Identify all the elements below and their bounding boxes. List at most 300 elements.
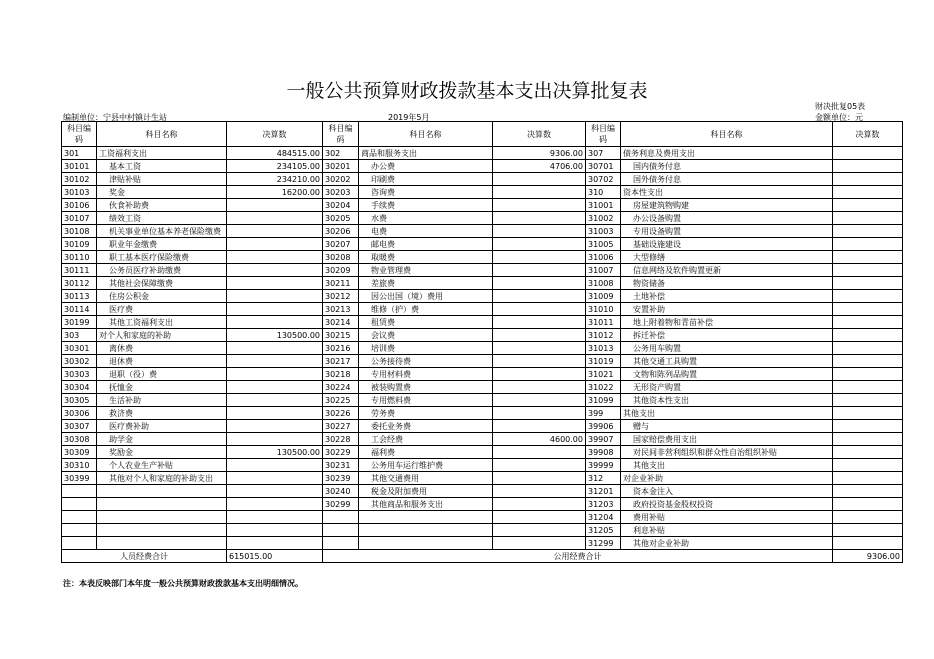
table-row	[62, 459, 903, 472]
code-cell: 30114	[62, 303, 97, 316]
name-cell: 物业管理费	[359, 264, 493, 277]
amount-cell	[227, 394, 323, 407]
name-cell: 取暖费	[359, 251, 493, 264]
name-cell: 职工基本医疗保险缴费	[97, 251, 227, 264]
name-cell: 资本性支出	[621, 186, 833, 199]
name-cell: 培训费	[359, 342, 493, 355]
code-cell: 302	[323, 147, 359, 160]
amount-cell	[227, 472, 323, 485]
code-cell: 31008	[586, 277, 621, 290]
table-row	[62, 381, 903, 394]
amount-cell	[833, 459, 903, 472]
amount-cell	[227, 277, 323, 290]
footnote: 注：本表反映部门本年度一般公共预算财政拨款基本支出明细情况。	[63, 579, 303, 588]
table-row	[62, 537, 903, 550]
table-row	[62, 290, 903, 303]
code-cell: 30308	[62, 433, 97, 446]
name-cell	[97, 498, 227, 511]
amount-cell	[493, 264, 586, 277]
header-name-2: 科目名称	[359, 122, 493, 147]
name-cell: 住房公积金	[97, 290, 227, 303]
amount-cell	[833, 290, 903, 303]
amount-cell: 130500.00	[227, 329, 323, 342]
code-cell: 31009	[586, 290, 621, 303]
compiling-unit: 编制单位：宁县中村镇计生站	[63, 113, 167, 122]
name-cell: 专用燃料费	[359, 394, 493, 407]
table-row	[62, 147, 903, 160]
code-cell: 31002	[586, 212, 621, 225]
header-amount-2: 决算数	[493, 122, 586, 147]
amount-cell	[833, 173, 903, 186]
code-cell: 31019	[586, 355, 621, 368]
code-cell: 31021	[586, 368, 621, 381]
name-cell: 其他支出	[621, 407, 833, 420]
amount-cell	[833, 446, 903, 459]
amount-cell	[227, 199, 323, 212]
name-cell: 差旅费	[359, 277, 493, 290]
name-cell	[97, 485, 227, 498]
code-cell: 31299	[586, 537, 621, 550]
code-cell: 30701	[586, 160, 621, 173]
amount-cell	[227, 459, 323, 472]
header-name-1: 科目名称	[97, 122, 227, 147]
amount-cell	[227, 485, 323, 498]
header-amount-3: 决算数	[833, 122, 903, 147]
code-cell: 31003	[586, 225, 621, 238]
name-cell: 其他交通工具购置	[621, 355, 833, 368]
name-cell: 劳务费	[359, 407, 493, 420]
amount-cell	[833, 303, 903, 316]
name-cell: 个人农业生产补贴	[97, 459, 227, 472]
code-cell	[62, 524, 97, 537]
amount-cell	[493, 225, 586, 238]
amount-cell	[833, 251, 903, 264]
code-cell: 30301	[62, 342, 97, 355]
amount-cell	[493, 524, 586, 537]
amount-cell	[227, 420, 323, 433]
header-amount-1: 决算数	[227, 122, 323, 147]
code-cell: 30209	[323, 264, 359, 277]
code-cell: 310	[586, 186, 621, 199]
amount-cell	[833, 537, 903, 550]
name-cell: 税金及附加费用	[359, 485, 493, 498]
name-cell: 伙食补助费	[97, 199, 227, 212]
code-cell: 30110	[62, 251, 97, 264]
code-cell: 30299	[323, 498, 359, 511]
code-cell: 30214	[323, 316, 359, 329]
header-code-2: 科目编码	[323, 122, 359, 147]
code-cell: 30215	[323, 329, 359, 342]
amount-cell	[833, 225, 903, 238]
name-cell: 印刷费	[359, 173, 493, 186]
amount-cell	[493, 407, 586, 420]
amount-cell	[833, 355, 903, 368]
amount-cell	[493, 381, 586, 394]
name-cell: 对个人和家庭的补助	[97, 329, 227, 342]
table-row	[62, 329, 903, 342]
code-cell: 30212	[323, 290, 359, 303]
name-cell: 其他工资福利支出	[97, 316, 227, 329]
table-row	[62, 355, 903, 368]
name-cell: 离休费	[97, 342, 227, 355]
code-cell: 31005	[586, 238, 621, 251]
code-cell	[323, 537, 359, 550]
amount-cell	[493, 277, 586, 290]
name-cell: 助学金	[97, 433, 227, 446]
name-cell: 赠与	[621, 420, 833, 433]
amount-cell	[493, 303, 586, 316]
name-cell: 其他社会保障缴费	[97, 277, 227, 290]
amount-cell: 4600.00	[493, 433, 586, 446]
code-cell: 31203	[586, 498, 621, 511]
amount-cell	[833, 238, 903, 251]
amount-cell	[227, 368, 323, 381]
code-cell: 30224	[323, 381, 359, 394]
name-cell: 其他支出	[621, 459, 833, 472]
code-cell: 39999	[586, 459, 621, 472]
amount-cell	[833, 524, 903, 537]
code-cell: 30226	[323, 407, 359, 420]
amount-cell: 234210.00	[227, 173, 323, 186]
code-cell	[323, 511, 359, 524]
amount-cell	[833, 420, 903, 433]
code-cell: 30213	[323, 303, 359, 316]
amount-cell	[227, 381, 323, 394]
amount-cell: 484515.00	[227, 147, 323, 160]
code-cell: 30109	[62, 238, 97, 251]
name-cell: 资本金注入	[621, 485, 833, 498]
name-cell: 工会经费	[359, 433, 493, 446]
name-cell: 对民间非营利组织和群众性自治组织补贴	[621, 446, 833, 459]
amount-cell	[493, 472, 586, 485]
code-cell: 399	[586, 407, 621, 420]
header-code-1: 科目编码	[62, 122, 97, 147]
table-row	[62, 316, 903, 329]
amount-cell	[493, 316, 586, 329]
name-cell	[97, 537, 227, 550]
table-row	[62, 446, 903, 459]
name-cell: 债务利息及费用支出	[621, 147, 833, 160]
name-cell: 费用补贴	[621, 511, 833, 524]
code-cell: 30111	[62, 264, 97, 277]
name-cell: 被装购置费	[359, 381, 493, 394]
amount-cell	[493, 355, 586, 368]
code-cell: 31201	[586, 485, 621, 498]
name-cell: 委托业务费	[359, 420, 493, 433]
code-cell: 30303	[62, 368, 97, 381]
amount-cell	[493, 290, 586, 303]
amount-cell	[227, 251, 323, 264]
amount-cell	[227, 537, 323, 550]
name-cell: 手续费	[359, 199, 493, 212]
name-cell: 维修（护）费	[359, 303, 493, 316]
header-name-3: 科目名称	[621, 122, 833, 147]
code-cell: 31006	[586, 251, 621, 264]
code-cell: 30205	[323, 212, 359, 225]
table-row	[62, 264, 903, 277]
amount-cell: 234105.00	[227, 160, 323, 173]
table-row	[62, 407, 903, 420]
table-row	[62, 433, 903, 446]
page-title: 一般公共预算财政拨款基本支出决算批复表	[286, 80, 648, 102]
table-row	[62, 303, 903, 316]
amount-cell	[493, 537, 586, 550]
table-row	[62, 277, 903, 290]
amount-cell	[493, 199, 586, 212]
table-row	[62, 160, 903, 173]
amount-cell	[227, 212, 323, 225]
code-cell: 30203	[323, 186, 359, 199]
table-row	[62, 186, 903, 199]
name-cell: 办公设备购置	[621, 212, 833, 225]
amount-cell	[493, 446, 586, 459]
report-date: 2019年5月	[388, 113, 430, 122]
amount-cell	[227, 303, 323, 316]
code-cell: 30302	[62, 355, 97, 368]
name-cell: 其他对企业补助	[621, 537, 833, 550]
code-cell: 31099	[586, 394, 621, 407]
code-cell: 30206	[323, 225, 359, 238]
name-cell: 抚恤金	[97, 381, 227, 394]
code-cell: 30211	[323, 277, 359, 290]
name-cell: 租赁费	[359, 316, 493, 329]
amount-cell	[493, 251, 586, 264]
code-cell: 30216	[323, 342, 359, 355]
amount-cell	[833, 199, 903, 212]
code-cell: 30112	[62, 277, 97, 290]
code-cell: 31007	[586, 264, 621, 277]
name-cell: 津贴补贴	[97, 173, 227, 186]
code-cell: 39906	[586, 420, 621, 433]
amount-cell	[227, 342, 323, 355]
amount-cell: 130500.00	[227, 446, 323, 459]
amount-cell	[493, 342, 586, 355]
name-cell: 其他资本性支出	[621, 394, 833, 407]
code-cell: 39907	[586, 433, 621, 446]
code-cell: 30106	[62, 199, 97, 212]
code-cell: 30228	[323, 433, 359, 446]
amount-cell	[493, 420, 586, 433]
code-cell: 31205	[586, 524, 621, 537]
name-cell: 其他商品和服务支出	[359, 498, 493, 511]
name-cell: 专用设备购置	[621, 225, 833, 238]
public-total-value: 9306.00	[833, 550, 903, 563]
name-cell: 公务接待费	[359, 355, 493, 368]
code-cell	[323, 524, 359, 537]
code-cell: 30227	[323, 420, 359, 433]
code-cell: 30305	[62, 394, 97, 407]
form-number: 财决批复05表	[815, 102, 866, 111]
amount-cell	[493, 485, 586, 498]
code-cell: 30240	[323, 485, 359, 498]
table-row	[62, 173, 903, 186]
name-cell: 邮电费	[359, 238, 493, 251]
table-row	[62, 524, 903, 537]
name-cell: 基础设施建设	[621, 238, 833, 251]
code-cell: 30399	[62, 472, 97, 485]
amount-cell	[833, 433, 903, 446]
money-unit: 金额单位：元	[815, 113, 863, 122]
name-cell: 水费	[359, 212, 493, 225]
amount-cell	[227, 264, 323, 277]
code-cell: 30201	[323, 160, 359, 173]
table-row	[62, 368, 903, 381]
name-cell: 土地补偿	[621, 290, 833, 303]
code-cell: 30310	[62, 459, 97, 472]
amount-cell	[833, 485, 903, 498]
amount-cell	[833, 498, 903, 511]
code-cell: 30101	[62, 160, 97, 173]
name-cell: 其他对个人和家庭的补助支出	[97, 472, 227, 485]
name-cell: 国家赔偿费用支出	[621, 433, 833, 446]
code-cell: 31011	[586, 316, 621, 329]
name-cell: 奖金	[97, 186, 227, 199]
code-cell: 30229	[323, 446, 359, 459]
code-cell: 30306	[62, 407, 97, 420]
amount-cell	[833, 316, 903, 329]
amount-cell	[833, 160, 903, 173]
table-body	[62, 147, 903, 550]
amount-cell	[227, 498, 323, 511]
code-cell: 30309	[62, 446, 97, 459]
table-header	[62, 122, 903, 147]
name-cell: 专用材料费	[359, 368, 493, 381]
amount-cell: 16200.00	[227, 186, 323, 199]
name-cell: 退职（役）费	[97, 368, 227, 381]
name-cell: 因公出国（境）费用	[359, 290, 493, 303]
amount-cell	[833, 368, 903, 381]
name-cell	[359, 524, 493, 537]
amount-cell	[493, 186, 586, 199]
code-cell	[62, 498, 97, 511]
table-row	[62, 394, 903, 407]
amount-cell	[493, 238, 586, 251]
table-row	[62, 199, 903, 212]
code-cell: 303	[62, 329, 97, 342]
personnel-total-label: 人员经费合计	[62, 550, 227, 563]
code-cell: 31013	[586, 342, 621, 355]
code-cell: 312	[586, 472, 621, 485]
amount-cell	[227, 238, 323, 251]
name-cell	[97, 511, 227, 524]
amount-cell	[493, 329, 586, 342]
code-cell: 307	[586, 147, 621, 160]
code-cell: 30304	[62, 381, 97, 394]
amount-cell	[833, 277, 903, 290]
code-cell: 30207	[323, 238, 359, 251]
personnel-total-value: 615015.00	[227, 550, 323, 563]
code-cell: 30204	[323, 199, 359, 212]
table-row	[62, 420, 903, 433]
amount-cell	[227, 511, 323, 524]
amount-cell	[493, 459, 586, 472]
name-cell: 基本工资	[97, 160, 227, 173]
name-cell: 信息网络及软件购置更新	[621, 264, 833, 277]
name-cell: 机关事业单位基本养老保险缴费	[97, 225, 227, 238]
amount-cell	[227, 290, 323, 303]
table-row	[62, 485, 903, 498]
amount-cell	[493, 368, 586, 381]
amount-cell	[227, 225, 323, 238]
name-cell: 公务用车运行维护费	[359, 459, 493, 472]
amount-cell	[227, 355, 323, 368]
amount-cell	[493, 212, 586, 225]
amount-cell	[227, 433, 323, 446]
name-cell	[97, 524, 227, 537]
name-cell: 绩效工资	[97, 212, 227, 225]
name-cell: 职业年金缴费	[97, 238, 227, 251]
code-cell	[62, 537, 97, 550]
amount-cell	[493, 173, 586, 186]
name-cell	[359, 511, 493, 524]
name-cell: 福利费	[359, 446, 493, 459]
amount-cell	[833, 407, 903, 420]
amount-cell	[833, 394, 903, 407]
table-row	[62, 251, 903, 264]
code-cell: 30108	[62, 225, 97, 238]
public-total-label: 公用经费合计	[323, 550, 833, 563]
name-cell: 救济费	[97, 407, 227, 420]
totals-row	[62, 550, 903, 563]
code-cell: 30202	[323, 173, 359, 186]
amount-cell	[833, 147, 903, 160]
table-row	[62, 472, 903, 485]
name-cell: 政府投资基金股权投资	[621, 498, 833, 511]
name-cell: 物资储备	[621, 277, 833, 290]
amount-cell	[227, 407, 323, 420]
code-cell: 30103	[62, 186, 97, 199]
name-cell: 其他交通费用	[359, 472, 493, 485]
code-cell: 30217	[323, 355, 359, 368]
expenditure-table	[61, 121, 903, 563]
amount-cell	[833, 264, 903, 277]
code-cell	[62, 511, 97, 524]
name-cell: 电费	[359, 225, 493, 238]
amount-cell	[493, 498, 586, 511]
code-cell: 30307	[62, 420, 97, 433]
table-row	[62, 238, 903, 251]
amount-cell	[493, 394, 586, 407]
name-cell: 奖励金	[97, 446, 227, 459]
code-cell: 31012	[586, 329, 621, 342]
code-cell: 30208	[323, 251, 359, 264]
amount-cell	[833, 329, 903, 342]
code-cell: 30239	[323, 472, 359, 485]
code-cell: 39908	[586, 446, 621, 459]
code-cell: 30702	[586, 173, 621, 186]
name-cell: 商品和服务支出	[359, 147, 493, 160]
name-cell: 医疗费补助	[97, 420, 227, 433]
name-cell: 工资福利支出	[97, 147, 227, 160]
amount-cell	[833, 342, 903, 355]
amount-cell	[227, 524, 323, 537]
name-cell: 会议费	[359, 329, 493, 342]
name-cell: 安置补助	[621, 303, 833, 316]
name-cell: 房屋建筑物购建	[621, 199, 833, 212]
header-code-3: 科目编码	[586, 122, 621, 147]
code-cell: 30225	[323, 394, 359, 407]
code-cell: 31204	[586, 511, 621, 524]
name-cell: 公务用车购置	[621, 342, 833, 355]
amount-cell	[833, 472, 903, 485]
name-cell: 国外债务付息	[621, 173, 833, 186]
amount-cell	[493, 511, 586, 524]
table-row	[62, 342, 903, 355]
name-cell: 咨询费	[359, 186, 493, 199]
amount-cell	[833, 511, 903, 524]
name-cell: 拆迁补偿	[621, 329, 833, 342]
name-cell: 大型修缮	[621, 251, 833, 264]
